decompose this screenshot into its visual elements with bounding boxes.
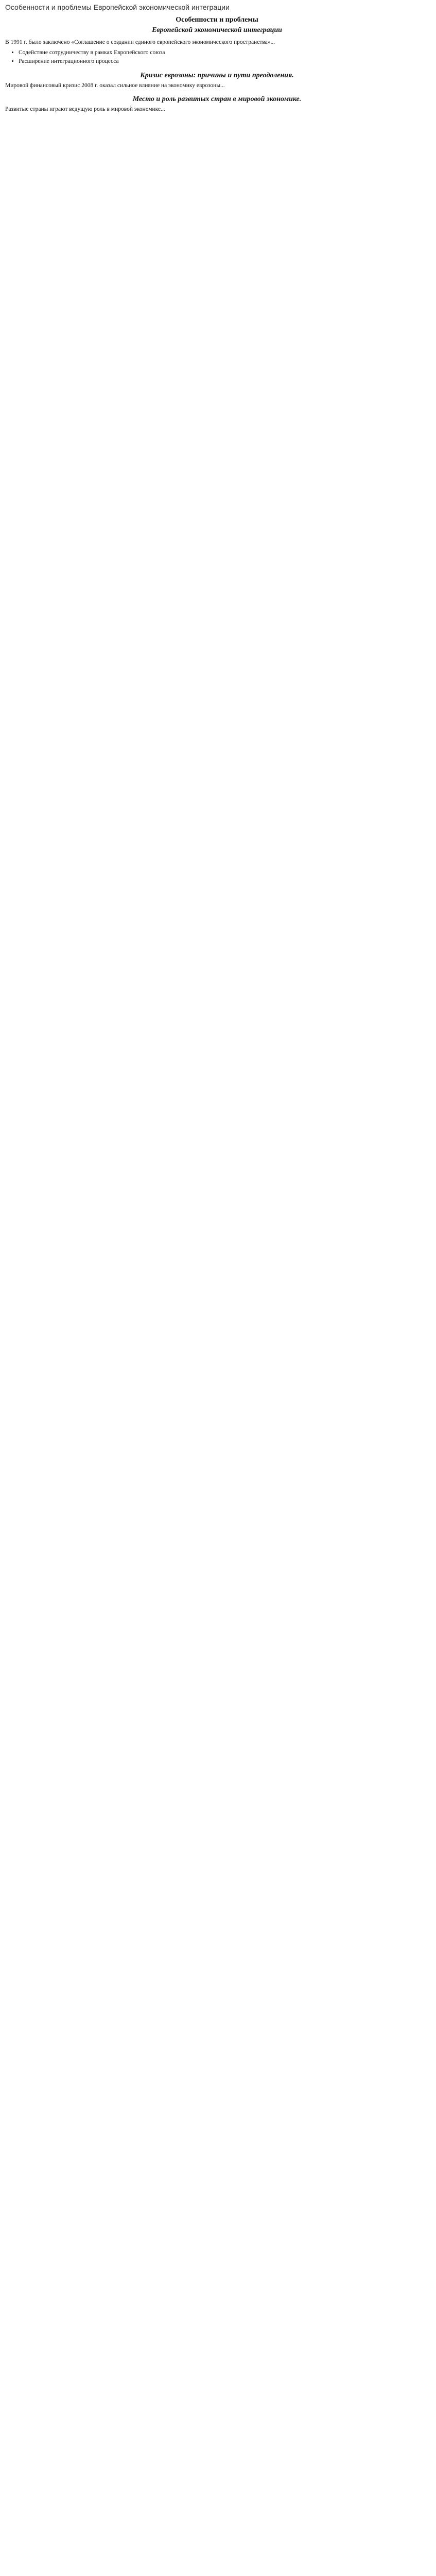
role-section — [5, 95, 429, 113]
paragraph: В 1991 г. было заключено «Соглашение о создании единого европейского экономического пространства»... — [5, 39, 275, 46]
list-item: • Содействие сотрудничеству в рамках Европейского союза — [19, 49, 429, 57]
document-page — [0, 0, 436, 121]
bullet-list — [19, 49, 429, 66]
section-heading: Место и роль развитых стран в мировой экономике. — [132, 95, 302, 104]
main-subheading: Европейской экономической интеграции — [152, 26, 282, 35]
paragraph: Мировой финансовый кризис 2008 г. оказал сильное влияние на экономику еврозоны... — [5, 82, 225, 89]
page-title: Особенности и проблемы Европейской экономической интеграции — [5, 3, 230, 11]
paragraph: Развитые страны играют ведущую роль в мировой экономике... — [5, 106, 165, 113]
section-heading: Кризис еврозоны: причины и пути преодоления. — [140, 71, 294, 79]
list-item: • Расширение интеграционного процесса — [19, 58, 429, 66]
intro-section — [5, 39, 429, 47]
crisis-section — [5, 71, 429, 90]
main-heading: Особенности и проблемы — [176, 15, 258, 24]
